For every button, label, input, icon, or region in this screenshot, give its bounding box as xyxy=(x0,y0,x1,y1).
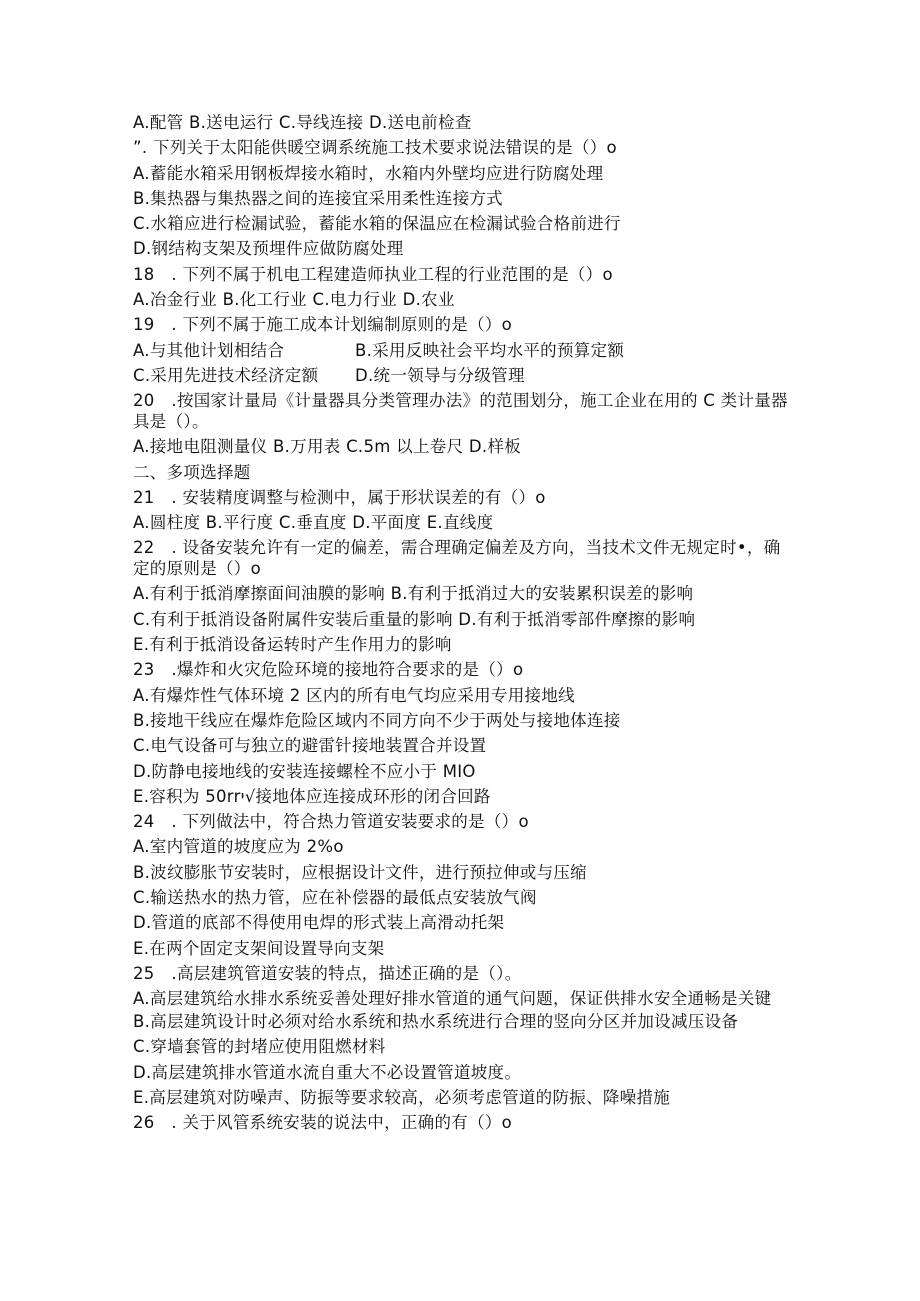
options-20: A.接地电阻测量仪 B.万用表 C.5m 以上卷尺 D.样板 xyxy=(133,437,522,457)
options-22-ab: A.有利于抵消摩擦面间油膜的影响 B.有利于抵消过大的安装累积误差的影响 xyxy=(133,584,694,604)
option-e: E.高层建筑对防噪声、防振等要求较高，必须考虑管道的防振、降噪措施 xyxy=(133,1087,671,1107)
options-row xyxy=(133,363,793,388)
option-a: A.高层建筑给水排水系统妥善处理好排水管道的通气问题，保证供排水安全通畅是关键 xyxy=(133,989,772,1009)
question-20: 20 .按国家计量局《计量器具分类管理办法》的范围划分，施工企业在用的 C 类计量器具是（）。 xyxy=(133,391,788,432)
options-22-cd: C.有利于抵消设备附属件安装后重量的影响 D.有利于抵消零部件摩擦的影响 xyxy=(133,609,696,629)
option-b: B.接地干线应在爆炸危险区域内不同方向不少于两处与接地体连接 xyxy=(133,710,621,730)
option-e: E.在两个固定支架间设置导向支架 xyxy=(133,938,385,958)
option-a: A.与其他计划相结合 xyxy=(133,340,285,360)
option-b: B.采用反映社会平均水平的预算定额 xyxy=(355,340,625,360)
options-18: A.冶金行业 B.化工行业 C.电力行业 D.农业 xyxy=(133,290,455,310)
option-a: A.室内管道的坡度应为 2%o xyxy=(133,837,344,857)
options-row xyxy=(133,338,793,363)
question-19: 19 . 下列不属于施工成本计划编制原则的是（）o xyxy=(133,315,513,335)
option-d: D.管道的底部不得使用电焊的形式装上高滑动托架 xyxy=(133,913,505,933)
option-c: C.穿墙套管的封堵应使用阻燃材料 xyxy=(133,1037,386,1057)
question-18: 18 . 下列不属于机电工程建造师执业工程的行业范围的是（）o xyxy=(133,264,613,284)
section-heading: 二、多项选择题 xyxy=(133,462,251,482)
option-a: A.蓄能水箱采用钢板焊接水箱时，水箱内外壁均应进行防腐处理 xyxy=(133,163,604,183)
question-25: 25 .高层建筑管道安装的特点，描述正确的是（）。 xyxy=(133,963,522,983)
option-d: D.统一领导与分级管理 xyxy=(355,365,525,385)
option-b: B.集热器与集热器之间的连接宜采用柔性连接方式 xyxy=(133,188,503,208)
document-page xyxy=(133,110,793,1135)
question-26: 26 . 关于风管系统安装的说法中，正确的有（）o xyxy=(133,1113,513,1133)
question-22: 22 . 设备安装允许有一定的偏差，需合理确定偏差及方向，当技术文件无规定时•，确定的原则是（）o xyxy=(133,538,781,579)
question-21: 21 . 安装精度调整与检测中，属于形状误差的有（）o xyxy=(133,487,546,507)
options-21: A.圆柱度 B.平行度 C.垂直度 D.平面度 E.直线度 xyxy=(133,513,494,533)
question-23: 23 .爆炸和火灾危险环境的接地符合要求的是（）o xyxy=(133,660,524,680)
question-17: ”. 下列关于太阳能供暖空调系统施工技术要求说法错误的是（）o xyxy=(133,138,617,158)
option-c: C.电气设备可与独立的避雷针接地装置合并设置 xyxy=(133,736,487,756)
option-c: C.采用先进技术经济定额 xyxy=(133,365,319,385)
option-b: B.波纹膨胀节安装时，应根据设计文件，进行预拉伸或与压缩 xyxy=(133,862,587,882)
option-c: C.水箱应进行检漏试验，蓄能水箱的保温应在检漏试验合格前进行 xyxy=(133,214,621,234)
text-line: A.配管 B.送电运行 C.导线连接 D.送电前检查 xyxy=(133,113,472,132)
option-c: C.输送热水的热力管，应在补偿器的最低点安装放气阀 xyxy=(133,888,537,908)
option-b: B.高层建筑设计时必须对给水系统和热水系统进行合理的竖向分区并加设减压设备 xyxy=(133,1012,739,1032)
option-d: D.钢结构支架及预埋件应做防腐处理 xyxy=(133,239,404,259)
option-a: A.有爆炸性气体环境 2 区内的所有电气均应采用专用接地线 xyxy=(133,685,575,705)
question-24: 24 . 下列做法中，符合热力管道安装要求的是（）o xyxy=(133,812,529,832)
option-e: E.有利于抵消设备运转时产生作用力的影响 xyxy=(133,635,452,655)
option-d: D.防静电接地线的安装连接螺栓不应小于 MIO xyxy=(133,761,476,781)
option-d: D.高层建筑排水管道水流自重大不必设置管道坡度。 xyxy=(133,1062,522,1082)
option-e: E.容积为 50rrי√接地体应连接成环形的闭合回路 xyxy=(133,786,491,806)
